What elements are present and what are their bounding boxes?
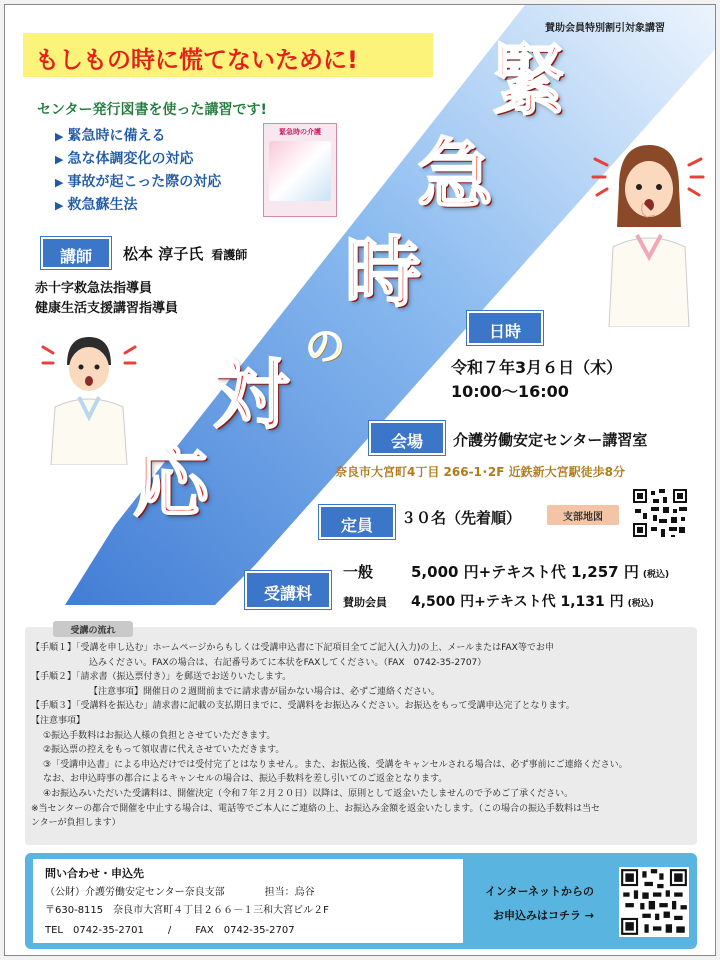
flow-line: 【手順２】「請求書（振込票付き）」を郵送でお送りいたします。 [31,672,292,683]
member-fee-label: 賛助会員 [343,596,387,609]
headline-banner: もしもの時に慌てないために! [23,33,433,77]
title-char-no: の [305,323,345,370]
flow-line: なお、お申込時事の都合によるキャンセルの場合は、振込手数料を差し引いてのご返金となります。 [43,774,448,785]
flow-line: 【注意事項】 [31,715,86,726]
flow-line: ンターが負担します） [31,818,121,829]
list-item: ▶ 急な体調変化の対応 [55,151,194,167]
textbook-cover-image [263,123,337,217]
book-title: 緊急時の介護 [279,128,321,136]
member-fee-value: 4,500 円+テキスト代 1,131 円 [411,594,624,610]
surprised-nurse-illustration [589,137,707,327]
fee-label: 受講料 [245,571,331,609]
application-flow-text [31,641,695,831]
flyer-page [4,4,716,956]
triangle-icon: ▶ [55,176,64,189]
application-qr-code-icon[interactable] [619,867,689,937]
tax-note: (税込) [642,570,670,580]
general-fee [343,561,669,582]
contact-org [45,883,315,898]
list-item: ▶ 緊急時に備える [55,128,166,144]
branch-map-button[interactable]: 支部地図 [547,505,619,525]
online-application-text: インターネットからの [485,885,595,898]
contact-org-name: （公財）介護労働安定センター奈良支部 [45,887,225,898]
flow-line: ①振込手数料はお振込人様の負担とさせていただきます。 [43,730,276,741]
map-qr-code-icon[interactable] [631,487,689,539]
venue-address: 奈良市大宮町4丁目 266-1･2F 近鉄新大宮駅徒歩8分 [335,465,625,479]
contact-phone: TEL 0742-35-2701 / FAX 0742-35-2707 [45,925,295,936]
triangle-icon: ▶ [55,153,64,166]
flow-line: 【注意事項】開催日の２週間前までに請求書が届かない場合は、必ずご連絡ください。 [89,686,441,697]
flow-line: ※当センターの都合で開催を中止する場合は、電話等でご本人にご連絡の上、お振込み金額を返金いたします。（この場合の振込手数料は当セ [31,803,600,814]
general-fee-label: 一般 [343,563,374,581]
surprised-man-illustration [41,331,137,465]
flow-line: 【手順１】「受講を申し込む」ホームページからもしくは受講申込書に下記項目全てご記入(入力)の上、メールまたはFAX等でお申 [31,643,554,653]
lecturer-name-text: 松本 淳子氏 [123,245,204,263]
list-item: ▶ 救急蘇生法 [55,197,138,213]
capacity-text: ３０名（先着順） [401,509,522,527]
member-discount-note: 賛助会員特別割引対象講習 [545,23,665,34]
title-char-ou: 応 [133,438,209,527]
lecturer-label: 講師 [41,237,111,269]
contact-address: 〒630-8115 奈良市大宮町４丁目２６６－１三和大宮ビル２F [45,905,329,916]
tax-note: (税込) [627,599,654,609]
date-label: 日時 [467,311,543,345]
contact-title: 問い合わせ・申込先 [45,867,144,880]
list-item: ▶ 事故が起こった際の対応 [55,174,222,190]
course-subtitle: センター発行図書を使った講習です! [37,102,267,118]
flow-line: ④お振込みいただいた受講料は、開催決定（令和７年２月２０日）以降は、原則として返金いたしませんので予めご了承ください。 [43,788,574,799]
lecturer-qualification: 赤十字救急法指導員 [35,281,153,296]
book-illustration [269,141,331,201]
application-flow-tab: 受講の流れ [53,621,133,637]
lecturer-name [123,243,247,264]
triangle-icon: ▶ [55,199,64,212]
contact-fax: FAX 0742-35-2707 [195,925,295,936]
event-time: 10:00〜16:00 [451,382,569,401]
flow-line: ②振込票の控えをもって領収書に代えさせていただきます。 [43,745,285,756]
flow-line: 込みください。FAXの場合は、右記番号あてに本状をFAXしてください。（FAX 0742-35-2707） [89,657,487,668]
title-char-kin: 緊 [491,36,567,125]
member-fee [343,591,654,611]
general-fee-value: 5,000 円+テキスト代 1,257 円 [411,563,639,581]
flow-line: ③「受講申込書」による申込だけでは受付完了とはなりません。また、お振込後、受講をキャンセルされる場合は、必ず事前にご連絡ください。 [43,759,628,770]
online-application-link[interactable]: お申込みはコチラ → [493,909,595,922]
contact-person: 担当：烏谷 [264,887,315,898]
contact-tel: TEL 0742-35-2701 [45,925,144,936]
capacity-label: 定員 [319,505,395,539]
topic-list [55,125,221,217]
venue-label: 会場 [369,421,445,455]
flow-line: 【手順３】「受講料を振込む」請求書に記載の支払期日までに、受講料をお振込みください。お振込をもって受講申込完了となります。 [31,701,575,712]
title-char-ji: 時 [345,228,421,317]
lecturer-qualification: 健康生活支援講習指導員 [35,301,179,316]
venue-name: 介護労働安定センター講習室 [453,431,648,449]
event-date: 令和７年3月６日（木） [451,358,623,377]
title-char-kyu: 急 [417,130,493,219]
triangle-icon: ▶ [55,130,64,143]
lecturer-title: 看護師 [211,248,248,262]
title-char-tai: 対 [213,350,289,439]
